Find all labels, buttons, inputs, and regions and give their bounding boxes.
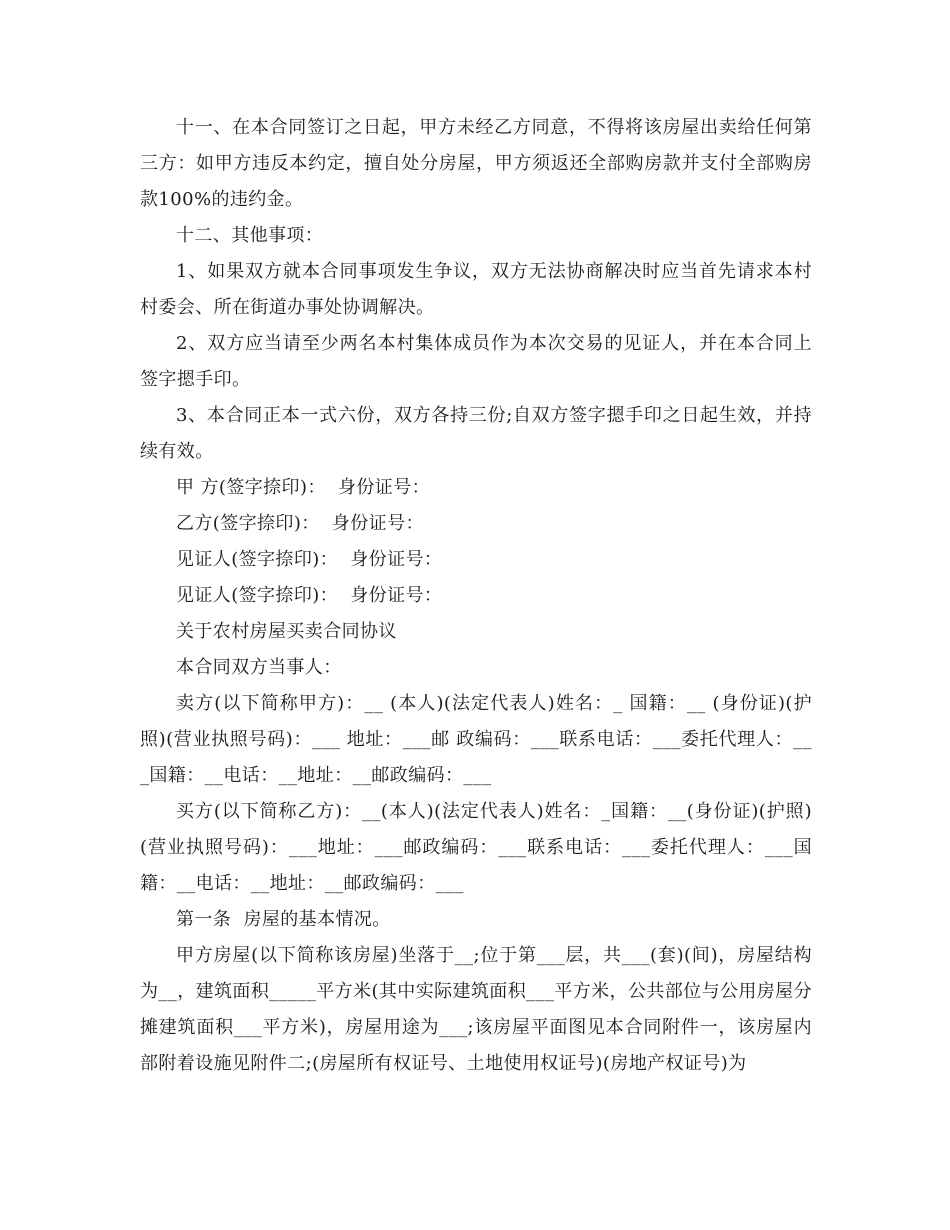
signature-party-b: 乙方(签字捺印)： 身份证号： bbox=[176, 513, 424, 534]
parties-heading: 本合同双方当事人： bbox=[176, 657, 342, 678]
contract-page bbox=[140, 110, 812, 1082]
item-3-copies: 3、本合同正本一式六份，双方各持三份;自双方签字摁手印之日起生效，并持续有效。 bbox=[140, 405, 812, 462]
seller-details: 卖方(以下简称甲方)：__ (本人)(法定代表人)姓名：_ 国籍：__ (身份证)(护照)(营业执照号码)：___ 地址：___邮 政编码：___联系电话：___委托代理人：___国籍：__电话：__地址：__邮政编码：___ bbox=[140, 693, 812, 786]
contract-title: 关于农村房屋买卖合同协议 bbox=[176, 621, 397, 642]
signature-witness-2: 见证人(签字捺印)： 身份证号： bbox=[176, 585, 443, 606]
article-one-heading: 第一条 房屋的基本情况。 bbox=[176, 909, 391, 930]
clause-eleven: 十一、在本合同签订之日起，甲方未经乙方同意，不得将该房屋出卖给任何第三方：如甲方违反本约定，擅自处分房屋，甲方须返还全部购房款并支付全部购房款100%的违约金。 bbox=[140, 117, 812, 210]
signature-witness-1: 见证人(签字捺印)： 身份证号： bbox=[176, 549, 443, 570]
signature-party-a: 甲 方(签字捺印)： 身份证号： bbox=[176, 477, 431, 498]
item-1-dispute: 1、如果双方就本合同事项发生争议，双方无法协商解决时应当首先请求本村村委会、所在街道办事处协调解决。 bbox=[140, 261, 812, 318]
buyer-details: 买方(以下简称乙方)：__(本人)(法定代表人)姓名：_国籍：__(身份证)(护照)(营业执照号码)：___地址：___邮政编码：___联系电话：___委托代理人：___国籍：__电话：__地址：__邮政编码：___ bbox=[140, 801, 812, 894]
clause-twelve-heading: 十二、其他事项： bbox=[176, 225, 324, 246]
article-one-body: 甲方房屋(以下简称该房屋)坐落于__;位于第___层，共___(套)(间)，房屋结构为__，建筑面积_____平方米(其中实际建筑面积___平方米，公共部位与公用房屋分摊建筑面积___平方米)，房屋用途为___;该房屋平面图见本合同附件一，该房屋内部附着设施见附件二;(房屋所有权证号、土地使用权证号)(房地产权证号)为 bbox=[140, 945, 812, 1074]
item-2-witness: 2、双方应当请至少两名本村集体成员作为本次交易的见证人，并在本合同上签字摁手印。 bbox=[140, 333, 812, 390]
